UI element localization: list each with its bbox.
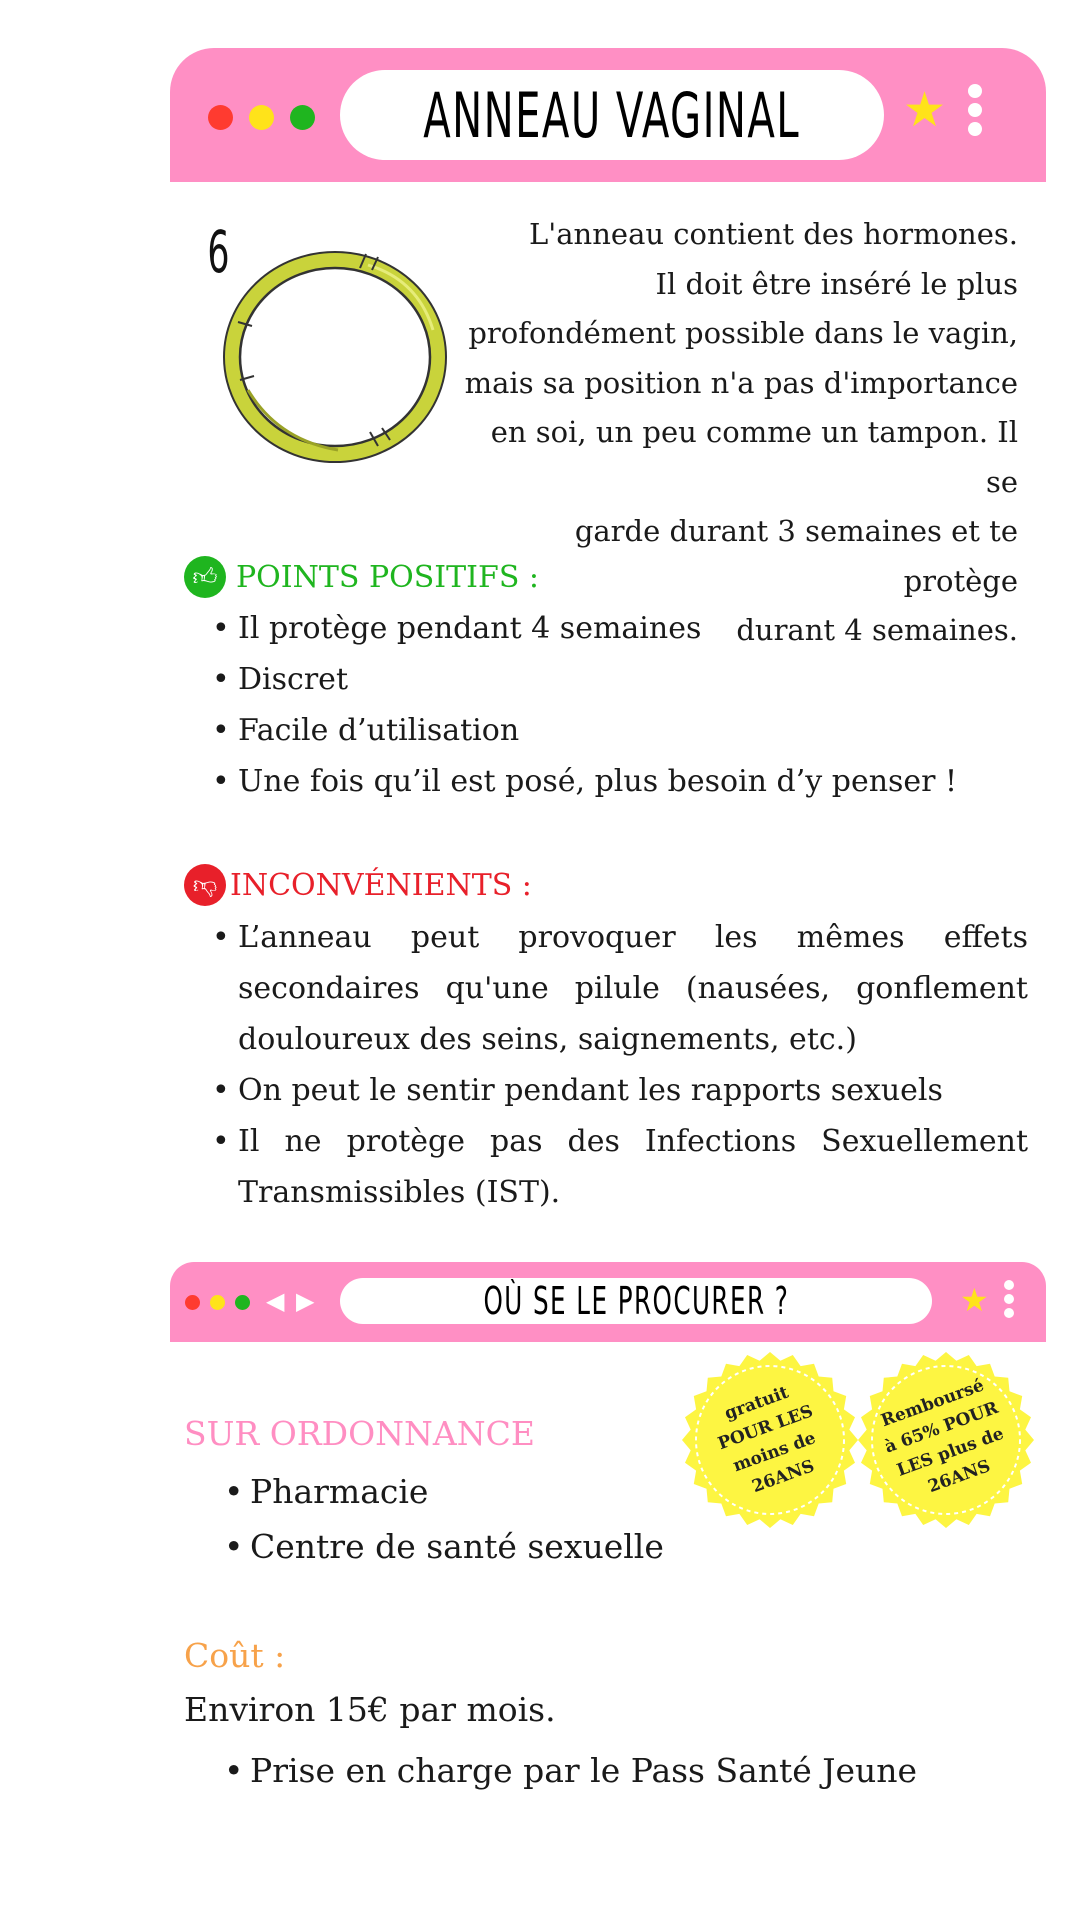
intro-line: en soi, un peu comme un tampon. Il se — [490, 415, 1018, 499]
intro-line: durant 4 semaines. — [736, 613, 1018, 647]
intro-paragraph — [455, 210, 1018, 656]
list-item: • Prise en charge par le Pass Santé Jeune — [200, 1743, 1020, 1798]
thumbs-down-icon: 👎︎ — [184, 864, 226, 906]
sticker-label: gratuit POUR LES moins de 26ANS — [715, 1382, 819, 1498]
sticker-text — [856, 1350, 1036, 1530]
negatives-heading-row — [184, 864, 532, 906]
list-item: • Facile d’utilisation — [188, 705, 1028, 756]
arrow-right-icon[interactable]: ▶ — [296, 1287, 315, 1315]
list-item: • Pharmacie — [200, 1464, 760, 1519]
list-item: • Il protège pendant 4 semaines — [188, 603, 1028, 654]
list-item: • Discret — [188, 654, 1028, 705]
title-box — [340, 70, 884, 160]
minimize-dot[interactable] — [249, 105, 274, 130]
close-dot[interactable] — [208, 105, 233, 130]
star-icon[interactable]: ★ — [960, 1281, 989, 1319]
where-title: OÙ SE LE PROCURER ? — [483, 1279, 789, 1323]
positives-heading-row — [184, 556, 539, 598]
vertical-dots-icon[interactable] — [1004, 1280, 1014, 1323]
vaginal-ring-illustration — [218, 240, 452, 474]
prescription-label: SUR ORDONNANCE — [184, 1414, 535, 1453]
cost-list — [200, 1743, 1020, 1798]
maximize-dot[interactable] — [235, 1295, 250, 1310]
header-bar — [170, 48, 1046, 182]
arrow-left-icon[interactable]: ◀ — [266, 1287, 285, 1315]
intro-line: garde durant 3 semaines et te protège — [574, 514, 1018, 598]
list-item: • L’anneau peut provoquer les mêmes effets secondaires qu'une pilule (nausées, gonflement douloureux des seins, saignements, etc.) — [188, 912, 1028, 1065]
list-item: • Une fois qu’il est posé, plus besoin d’y penser ! — [188, 756, 1028, 807]
page-title: ANNEAU VAGINAL — [423, 78, 801, 152]
vertical-dots-icon[interactable] — [968, 84, 982, 141]
list-item: • On peut le sentir pendant les rapports sexuels — [188, 1065, 1028, 1116]
list-item: • Centre de santé sexuelle — [200, 1519, 760, 1574]
close-dot[interactable] — [185, 1295, 200, 1310]
places-list — [200, 1464, 760, 1574]
cost-value: Environ 15€ par mois. — [184, 1690, 556, 1729]
ring-number: 6 — [207, 218, 230, 286]
negatives-heading: INCONVÉNIENTS : — [230, 867, 532, 903]
intro-line: profondément possible dans le vagin, — [468, 316, 1018, 350]
thumbs-up-icon: 👍︎ — [184, 556, 226, 598]
list-item: • Il ne protège pas des Infections Sexuellement Transmissibles (IST). — [188, 1116, 1028, 1218]
sticker-label: Remboursé à 65% POUR LES plus de 26ANS — [878, 1375, 1007, 1498]
where-title-box — [340, 1278, 932, 1324]
star-icon[interactable]: ★ — [903, 82, 947, 138]
intro-line: Il doit être inséré le plus — [655, 266, 1018, 301]
positives-heading: POINTS POSITIFS : — [236, 559, 540, 595]
positives-list — [188, 603, 1028, 807]
intro-line: L'anneau contient des hormones. — [529, 217, 1018, 251]
reimbursed-over-26-sticker — [856, 1350, 1036, 1530]
maximize-dot[interactable] — [290, 105, 315, 130]
negatives-list — [188, 912, 1028, 1218]
intro-line: mais sa position n'a pas d'importance — [464, 365, 1018, 400]
where-bar — [170, 1262, 1046, 1342]
minimize-dot[interactable] — [210, 1295, 225, 1310]
cost-label: Coût : — [184, 1636, 286, 1675]
